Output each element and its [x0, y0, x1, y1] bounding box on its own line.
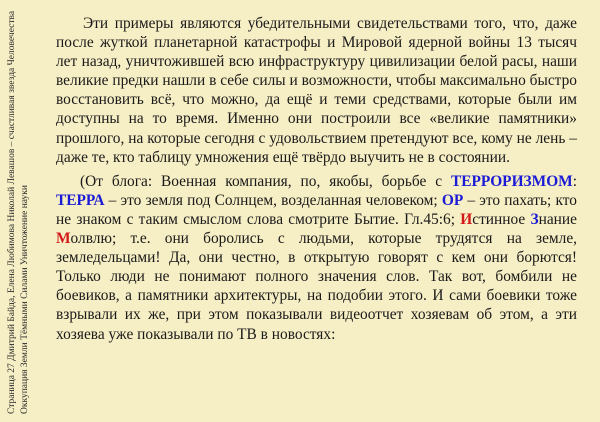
molvlyu-rest: олвлю — [70, 230, 112, 248]
side-caption-line-1: Страница 27 Дмитрий Байда, Елена Любимова Николай Левашов – счастливая звезда Человечества — [7, 10, 17, 414]
terra-word: ТЕРРА — [56, 191, 105, 209]
terra-definition: – это земля под Солнцем, возделанная человеком; — [104, 191, 442, 209]
or-definition: – это пахать; кто не знаком с таким смыслом слова смотрите Бытие. Гл.45:6; — [56, 191, 577, 228]
main-text — [56, 14, 577, 349]
paragraph-2 — [56, 172, 577, 344]
paragraph-1: Эти примеры являются убедительными свидетельствами того, что, даже после жуткой планетарной катастрофы и Мировой ядерной войны 13 тысяч лет назад, уничтожившей всю инфраструктуру цивилизации белой расы, наши великие предки нашли в себе силы и возможности, чтобы максимально быстро восстановить всё, что можно, да ещё и теми средствами, которые были им доступны на то время. Именно они построили все «великие памятники» прошлого, на которые сегодня с удовольствием претендуют все, кому не лень – даже те, кто таблицу умножения ещё твёрдо выучить не в состоянии. — [56, 15, 577, 166]
blog-intro-text: (От блога: Военная компания, по, якобы, борьбе с — [80, 172, 451, 190]
znanie-rest: нание — [538, 210, 577, 228]
paragraph-2-rest: ; т.е. они боролись с людьми, которые трудятся на земле, земледельцами! Да, они честно, в открытую говорят с кем они борются! Только люди не понимают полного значения слов. Так вот, бомбили не боевиков, а памятники архитектуры, на подобии этого. И сами боевики тоже взрывали их же, при этом показывали видеоотчет хозяевам об этом, а эти хозяева уже показывали по ТВ в новостях: — [56, 230, 577, 343]
istinnoe-initial: И — [460, 210, 473, 228]
terrorism-word: ТЕРРОРИЗМОМ — [450, 172, 573, 190]
or-word: ОР — [441, 191, 464, 209]
side-caption-line-2: Оккупация Земли Тёмными Силами Уничтожение науки — [20, 185, 30, 414]
znanie-initial: З — [530, 210, 539, 228]
istinnoe-rest: стинное — [472, 210, 531, 228]
side-caption — [2, 0, 40, 422]
terrorism-colon: : — [572, 172, 577, 190]
molvlyu-initial: М — [56, 230, 71, 248]
